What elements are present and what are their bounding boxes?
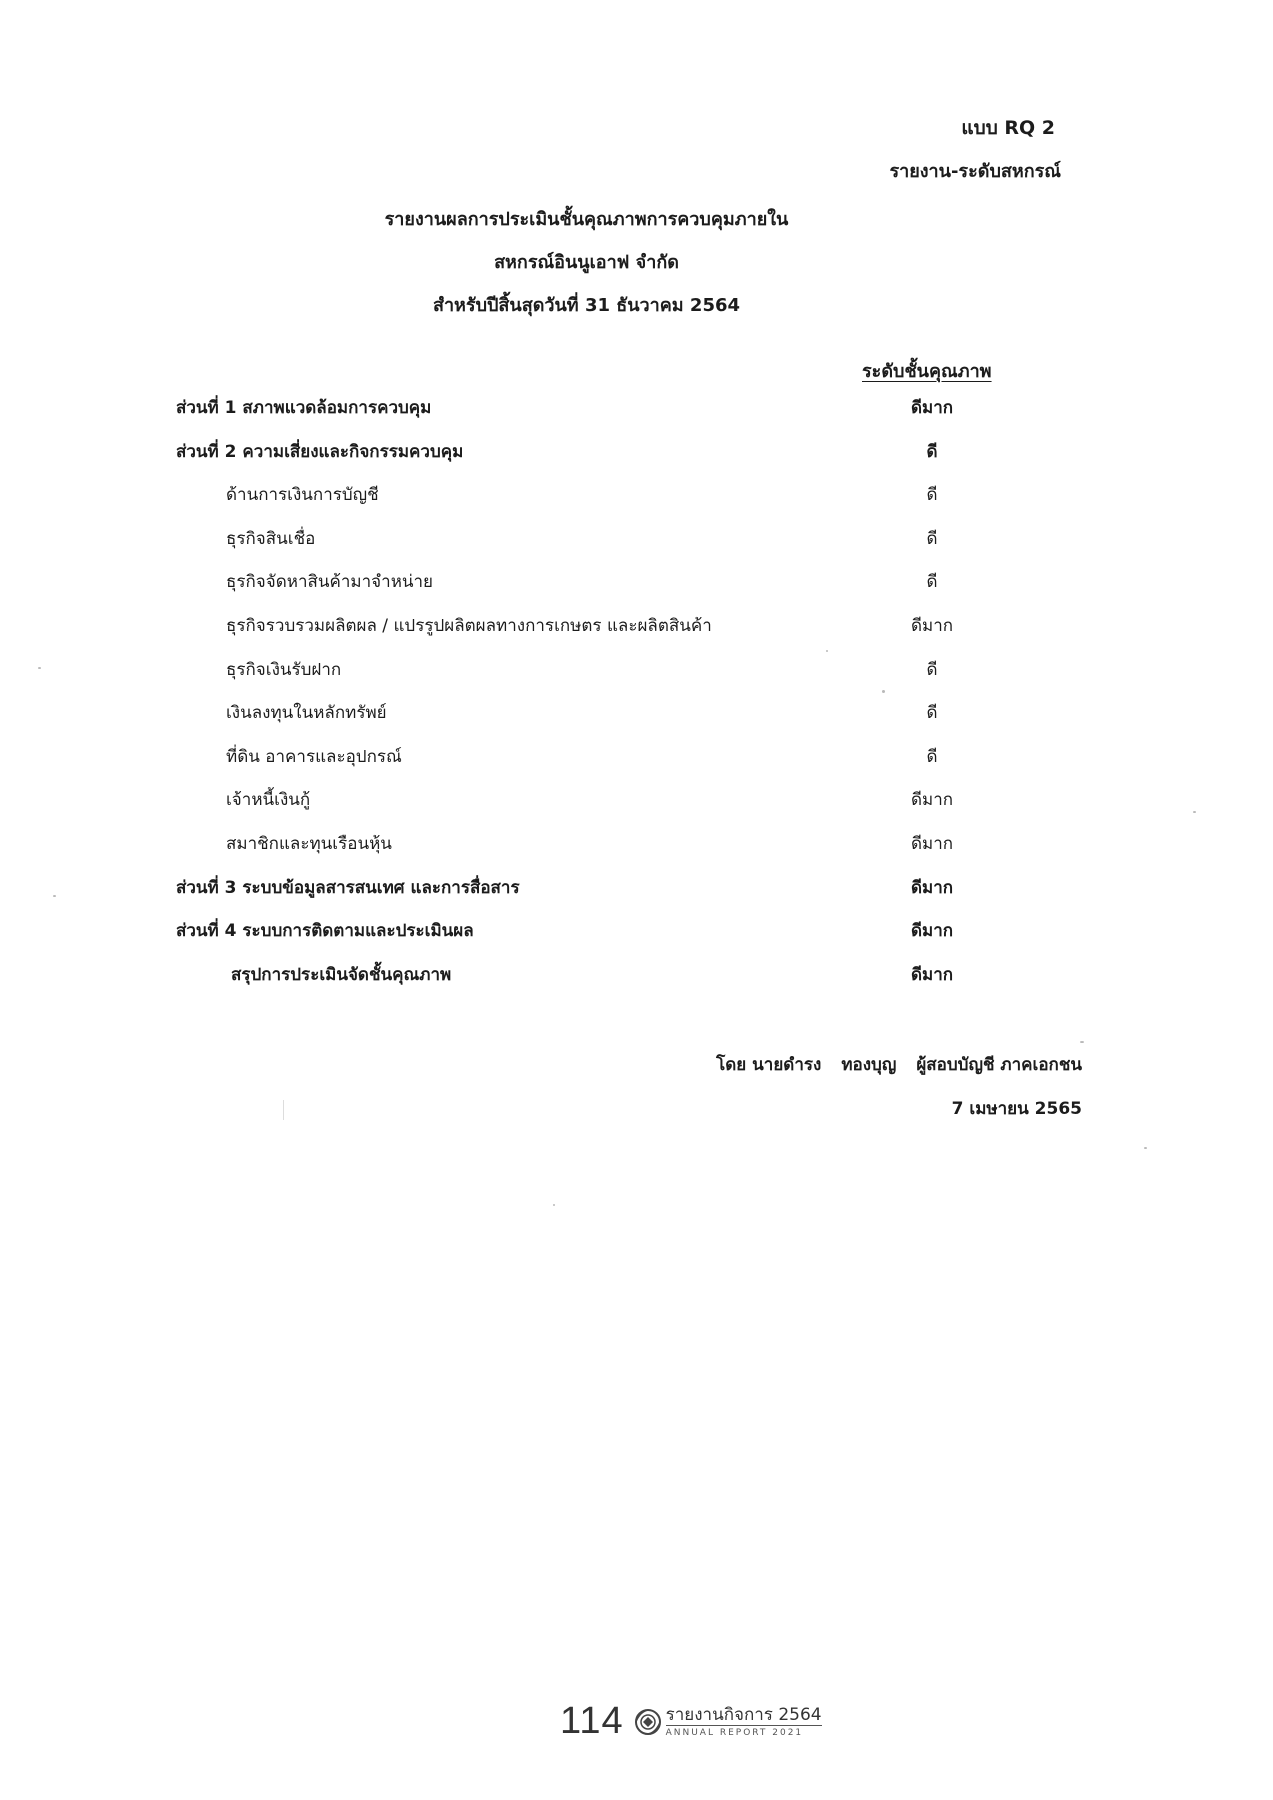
table-row: ส่วนที่ 1 สภาพแวดล้อมการควบคุม ดีมาก xyxy=(0,392,1273,436)
signature-date: 7 เมษายน 2565 xyxy=(951,1099,1082,1119)
table-row: ด้านการเงินการบัญชี ดี xyxy=(0,479,1273,523)
form-code: แบบ RQ 2 xyxy=(961,117,1055,139)
row-label: ส่วนที่ 2 ความเสี่ยงและกิจกรรมควบคุม xyxy=(176,441,464,462)
page-footer xyxy=(560,1700,822,1743)
scan-speck xyxy=(553,1204,555,1206)
page-number: 114 xyxy=(560,1700,624,1742)
title-block xyxy=(0,198,1273,327)
summary-row: สรุปการประเมินจัดชั้นคุณภาพ ดีมาก xyxy=(0,959,1273,1003)
table-row: ส่วนที่ 3 ระบบข้อมูลสารสนเทศ และการสื่อสาร ดีมาก xyxy=(0,872,1273,916)
table-row: ธุรกิจเงินรับฝาก ดี xyxy=(0,654,1273,698)
scan-speck xyxy=(53,895,56,897)
table-row: ธุรกิจสินเชื่อ ดี xyxy=(0,523,1273,567)
footer-title: รายงานกิจการ 2564 xyxy=(665,1705,822,1725)
row-label: ด้านการเงินการบัญชี xyxy=(226,485,379,506)
report-level: รายงาน-ระดับสหกรณ์ xyxy=(889,161,1061,182)
row-label: สรุปการประเมินจัดชั้นคุณภาพ xyxy=(231,964,452,985)
scan-speck xyxy=(826,650,828,652)
signer-position: ผู้สอบบัญชี ภาคเอกชน xyxy=(916,1055,1082,1075)
footer-report-title xyxy=(666,1705,822,1738)
row-label: ธุรกิจรวบรวมผลิตผล / แปรรูปผลิตผลทางการเกษตร และผลิตสินค้า xyxy=(226,615,712,636)
row-label: ส่วนที่ 1 สภาพแวดล้อมการควบคุม xyxy=(176,398,432,418)
cooperative-name: สหกรณ์อินนูเอาฟ จำกัด xyxy=(494,252,679,273)
assessment-table xyxy=(0,392,1273,1002)
footer-subtitle: ANNUAL REPORT 2021 xyxy=(665,1728,804,1738)
scan-speck xyxy=(1144,1147,1147,1149)
period-line: สำหรับปีสิ้นสุดวันที่ 31 ธันวาคม 2564 xyxy=(432,295,741,316)
row-label: ธุรกิจสินเชื่อ xyxy=(226,528,316,549)
row-label: ธุรกิจเงินรับฝาก xyxy=(226,659,342,680)
scan-speck xyxy=(283,1100,284,1120)
table-row: ที่ดิน อาคารและอุปกรณ์ ดี xyxy=(0,741,1273,785)
row-label: ธุรกิจจัดหาสินค้ามาจำหน่าย xyxy=(226,572,434,593)
row-label: ส่วนที่ 4 ระบบการติดตามและประเมินผล xyxy=(176,921,474,942)
table-row: สมาชิกและทุนเรือนหุ้น ดีมาก xyxy=(0,828,1273,872)
table-row: ส่วนที่ 4 ระบบการติดตามและประเมินผล ดีมาก xyxy=(0,915,1273,959)
scan-speck xyxy=(1193,811,1196,813)
table-row: ธุรกิจจัดหาสินค้ามาจำหน่าย ดี xyxy=(0,566,1273,610)
cooperative-logo-icon xyxy=(634,1708,662,1736)
report-title: รายงานผลการประเมินชั้นคุณภาพการควบคุมภายใน xyxy=(384,209,789,230)
scan-speck xyxy=(1080,1041,1084,1043)
scan-speck xyxy=(38,667,41,669)
row-label: เจ้าหนี้เงินกู้ xyxy=(226,790,311,811)
table-row: เงินลงทุนในหลักทรัพย์ ดี xyxy=(0,697,1273,741)
row-label: ที่ดิน อาคารและอุปกรณ์ xyxy=(226,746,402,767)
row-label: เงินลงทุนในหลักทรัพย์ xyxy=(226,703,387,724)
rating-column-header: ระดับชั้นคุณภาพ xyxy=(862,361,992,382)
table-row: เจ้าหนี้เงินกู้ ดีมาก xyxy=(0,784,1273,828)
signer-surname: ทองบุญ xyxy=(841,1055,897,1075)
table-row: ส่วนที่ 2 ความเสี่ยงและกิจกรรมควบคุม ดี xyxy=(0,436,1273,480)
signer-name: โดย นายดำรง xyxy=(716,1055,822,1075)
scan-speck xyxy=(882,690,885,693)
row-label: ส่วนที่ 3 ระบบข้อมูลสารสนเทศ และการสื่อสาร xyxy=(176,877,520,898)
signer-line xyxy=(716,1051,1082,1078)
row-label: สมาชิกและทุนเรือนหุ้น xyxy=(226,833,392,854)
table-row: ธุรกิจรวบรวมผลิตผล / แปรรูปผลิตผลทางการเกษตร และผลิตสินค้า ดีมาก xyxy=(0,610,1273,654)
